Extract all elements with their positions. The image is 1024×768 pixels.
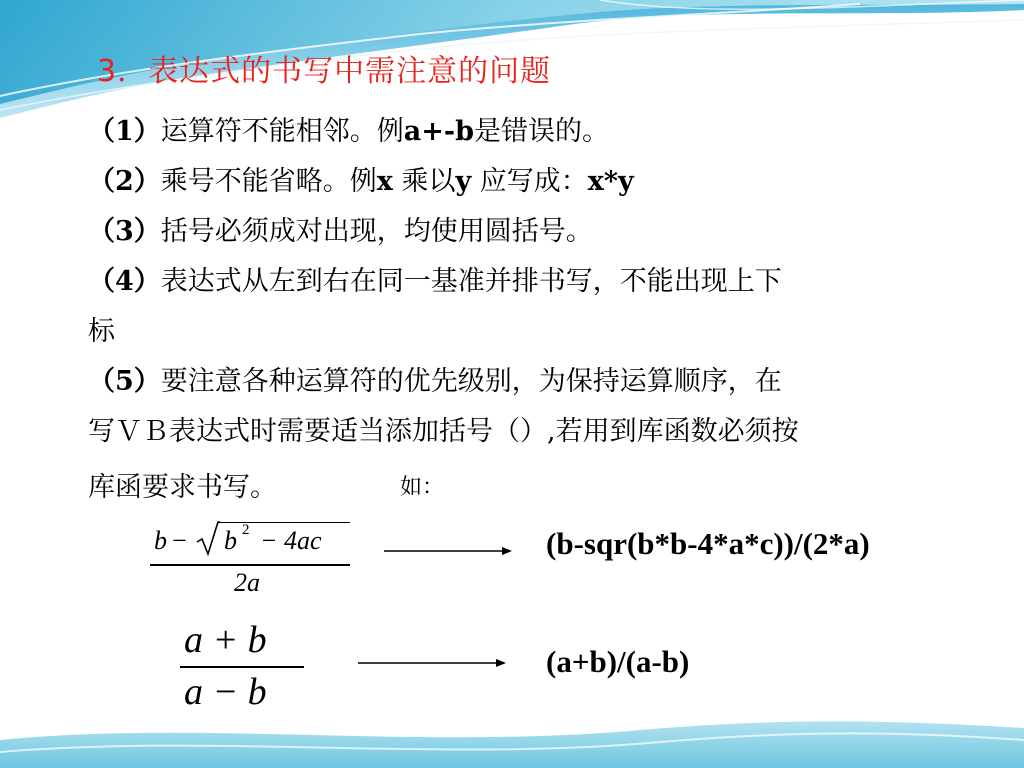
slide-title: 3．表达式的书写中需注意的问题	[97, 54, 552, 89]
rule-mid: 乘以	[392, 166, 456, 197]
sqrt-sign-icon	[196, 520, 220, 556]
rule-mid-2: 应写成：	[471, 166, 588, 197]
rule-text: 要注意各种运算符的优先级别，为保持运算顺序，在	[160, 366, 782, 397]
rule-example-3: x*y	[587, 166, 634, 197]
arrow-right-icon	[384, 544, 514, 558]
rule-number: （1）	[88, 116, 161, 147]
rule-4-wrap: 标	[88, 316, 115, 347]
rule-text: 括号必须成对出现，均使用圆括号。	[160, 216, 593, 247]
rule-text: 运算符不能相邻。例	[160, 116, 404, 147]
rule-tail: 是错误的。	[474, 116, 609, 147]
rule-text: 表达式从左到右在同一基准并排书写，不能出现上下	[160, 266, 782, 297]
formula-denominator: 2a	[234, 568, 260, 597]
formula-exponent: 2	[242, 522, 250, 538]
rule-number: （5）	[88, 366, 161, 397]
fraction-bar	[180, 666, 304, 668]
formula-denominator: a − b	[184, 671, 267, 713]
sqrt-overline	[218, 522, 350, 523]
formula-numerator-b: b	[154, 526, 167, 555]
formula-minus: −	[172, 526, 187, 555]
formula-quadratic	[146, 512, 358, 604]
rule-text-line-3: 库函要求书写。	[88, 472, 277, 503]
rule-5	[88, 359, 988, 398]
formula-numerator: a + b	[184, 619, 267, 661]
rule-number: （3）	[88, 216, 161, 247]
rule-number: （2）	[88, 166, 161, 197]
vb-expression-2: (a+b)/(a-b)	[546, 644, 690, 679]
rule-text: 乘号不能省略。例	[160, 166, 377, 197]
formula-radicand-b: b	[224, 526, 237, 555]
rule-4	[88, 259, 988, 298]
rule-3	[88, 209, 988, 248]
formula-radicand-rest: − 4ac	[260, 526, 322, 555]
rule-example: a+-b	[403, 116, 474, 147]
formula-fraction	[172, 614, 312, 714]
footer-wave-decoration	[0, 700, 1024, 768]
example-note: 如：	[400, 475, 445, 500]
rule-2	[88, 159, 988, 198]
rule-1	[88, 109, 988, 148]
rule-text-line-2: 写ＶＢ表达式时需要适当添加括号（）	[88, 416, 547, 447]
vb-expression-1: (b-sqr(b*b-4*a*c))/(2*a)	[546, 526, 870, 561]
rule-example-2: y	[455, 166, 472, 197]
rule-example: x	[376, 166, 393, 197]
rule-text-line-2b: ,若用到库函数必须按	[547, 416, 799, 447]
rule-5-line-3	[88, 465, 988, 504]
arrow-right-icon	[358, 656, 508, 670]
rule-5-line-2	[88, 409, 988, 448]
fraction-bar	[150, 564, 350, 566]
rule-number: （4）	[88, 266, 161, 297]
